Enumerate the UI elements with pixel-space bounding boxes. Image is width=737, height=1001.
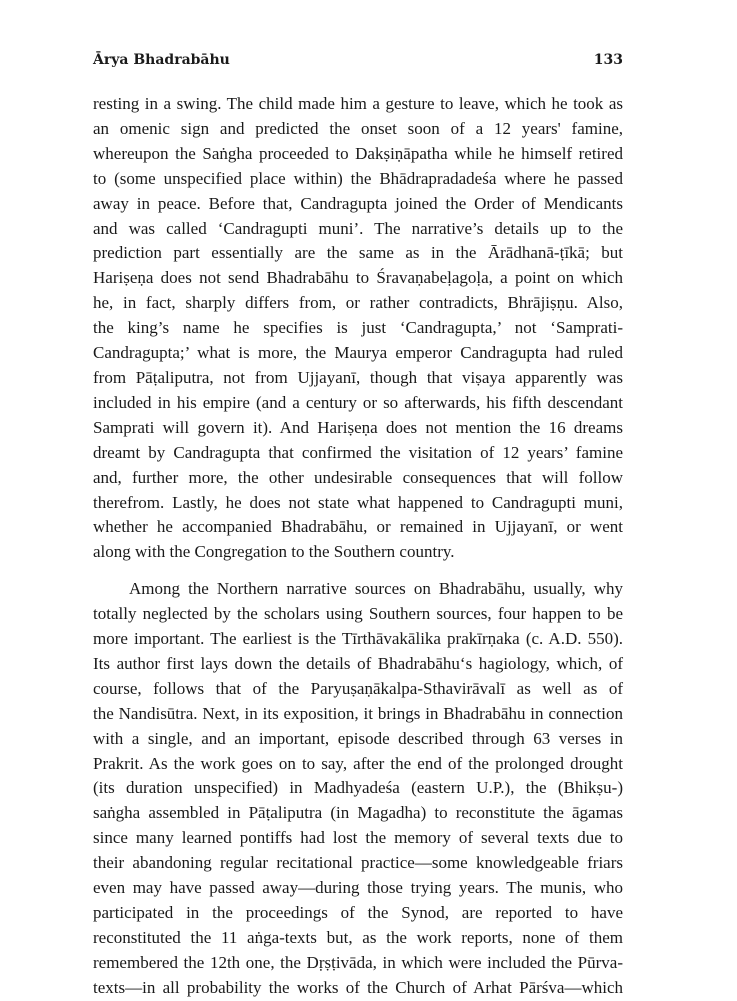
text-line: dreamt by Candragupta that confirmed the visitation of 12 years’ famine — [93, 442, 623, 462]
text-line: remembered the 12th one, the Dṛṣṭivāda, in which were included the Pūrva- — [93, 952, 623, 972]
text-line: Its author first lays down the details of Bhadrabāhu‘s hagiology, which, of — [93, 653, 623, 673]
text-line: the Nandisūtra. Next, in its exposition, it brings in Bhadrabāhu in connection — [93, 703, 623, 723]
book-page — [93, 52, 623, 1001]
text-line: prediction part essentially are the same as in the Ārādhanā-ṭīkā; but — [93, 243, 623, 263]
text-line: saṅgha assembled in Pāṭaliputra (in Magadha) to reconstitute the āgamas — [93, 803, 623, 823]
text-line: from Pāṭaliputra, not from Ujjayanī, though that viṣaya apparently was — [93, 367, 623, 387]
text-line: an omenic sign and predicted the onset soon of a 12 years' famine, — [93, 118, 623, 138]
text-line: participated in the proceedings of the Synod, are reported to have — [93, 903, 623, 922]
text-line: and was called ‘Candragupti muni’. The narrative’s details up to the — [93, 218, 623, 238]
body-text — [93, 92, 623, 1001]
text-line: more important. The earliest is the Tīrthāvakālika prakīrṇaka (c. A.D. 550). — [93, 629, 623, 649]
text-line: Candragupta;’ what is more, the Maurya emperor Candragupta had ruled — [93, 343, 623, 363]
text-line: totally neglected by the scholars using Southern sources, four happen to be — [93, 604, 623, 624]
text-line: the king’s name he specifies is just ‘Candragupta,’ not ‘Samprati- — [93, 318, 623, 338]
text-line: away in peace. Before that, Candragupta joined the Order of Mendicants — [93, 193, 623, 213]
text-line: whether he accompanied Bhadrabāhu, or remained in Ujjayanī, or went — [93, 517, 623, 537]
text-line: along with the Congregation to the Southern country. — [93, 542, 455, 562]
text-line: whereupon the Saṅgha proceeded to Dakṣiṇāpatha while he himself retired — [93, 143, 623, 163]
text-line: included in his empire (and a century or so afterwards, his fifth descendant — [93, 392, 623, 412]
text-line: reconstituted the 11 aṅga-texts but, as the work reports, none of them — [93, 927, 623, 947]
paragraph-gap — [93, 565, 623, 577]
paragraph — [93, 92, 623, 565]
text-line: their abandoning regular recitational practice—some knowledgeable friars — [93, 853, 623, 873]
text-line: to (some unspecified place within) the Bhādrapradadeśa where he passed — [93, 168, 623, 188]
text-line: therefrom. Lastly, he does not state what happened to Candragupti muni, — [93, 492, 623, 512]
text-line: with a single, and an important, episode described through 63 verses in — [93, 728, 623, 748]
text-line: he, in fact, sharply differs from, or rather contradicts, Bhrājiṣṇu. Also, — [93, 293, 623, 313]
text-line: Among the Northern narrative sources on Bhadrabāhu, usually, why — [129, 579, 623, 599]
text-line: Prakrit. As the work goes on to say, after the end of the prolonged drought — [93, 753, 623, 773]
text-line: (its duration unspecified) in Madhyadeśa (eastern U.P.), the (Bhikṣu-) — [93, 778, 623, 798]
text-line: texts—in all probability the works of the Church of Arhat Pārśva—which — [93, 977, 623, 997]
paragraph — [93, 577, 623, 1000]
text-line: even may have passed away—during those trying years. The munis, who — [93, 878, 623, 898]
text-line: Hariṣeṇa does not send Bhadrabāhu to Śravaṇabeḷagoḷa, a point on which — [93, 268, 623, 288]
running-head — [93, 52, 623, 74]
text-line: and, further more, the other undesirable consequences that will follow — [93, 467, 623, 487]
text-line: Samprati will govern it). And Hariṣeṇa does not mention the 16 dreams — [93, 417, 623, 437]
running-title: Ārya Bhadrabāhu — [93, 52, 230, 68]
text-line: since many learned pontiffs had lost the memory of several texts due to — [93, 828, 623, 848]
text-line: resting in a swing. The child made him a gesture to leave, which he took as — [93, 94, 623, 113]
text-line: course, follows that of the Paryuṣaṇākalpa-Sthavirāvalī as well as of — [93, 678, 623, 698]
page-number: 133 — [593, 52, 623, 68]
